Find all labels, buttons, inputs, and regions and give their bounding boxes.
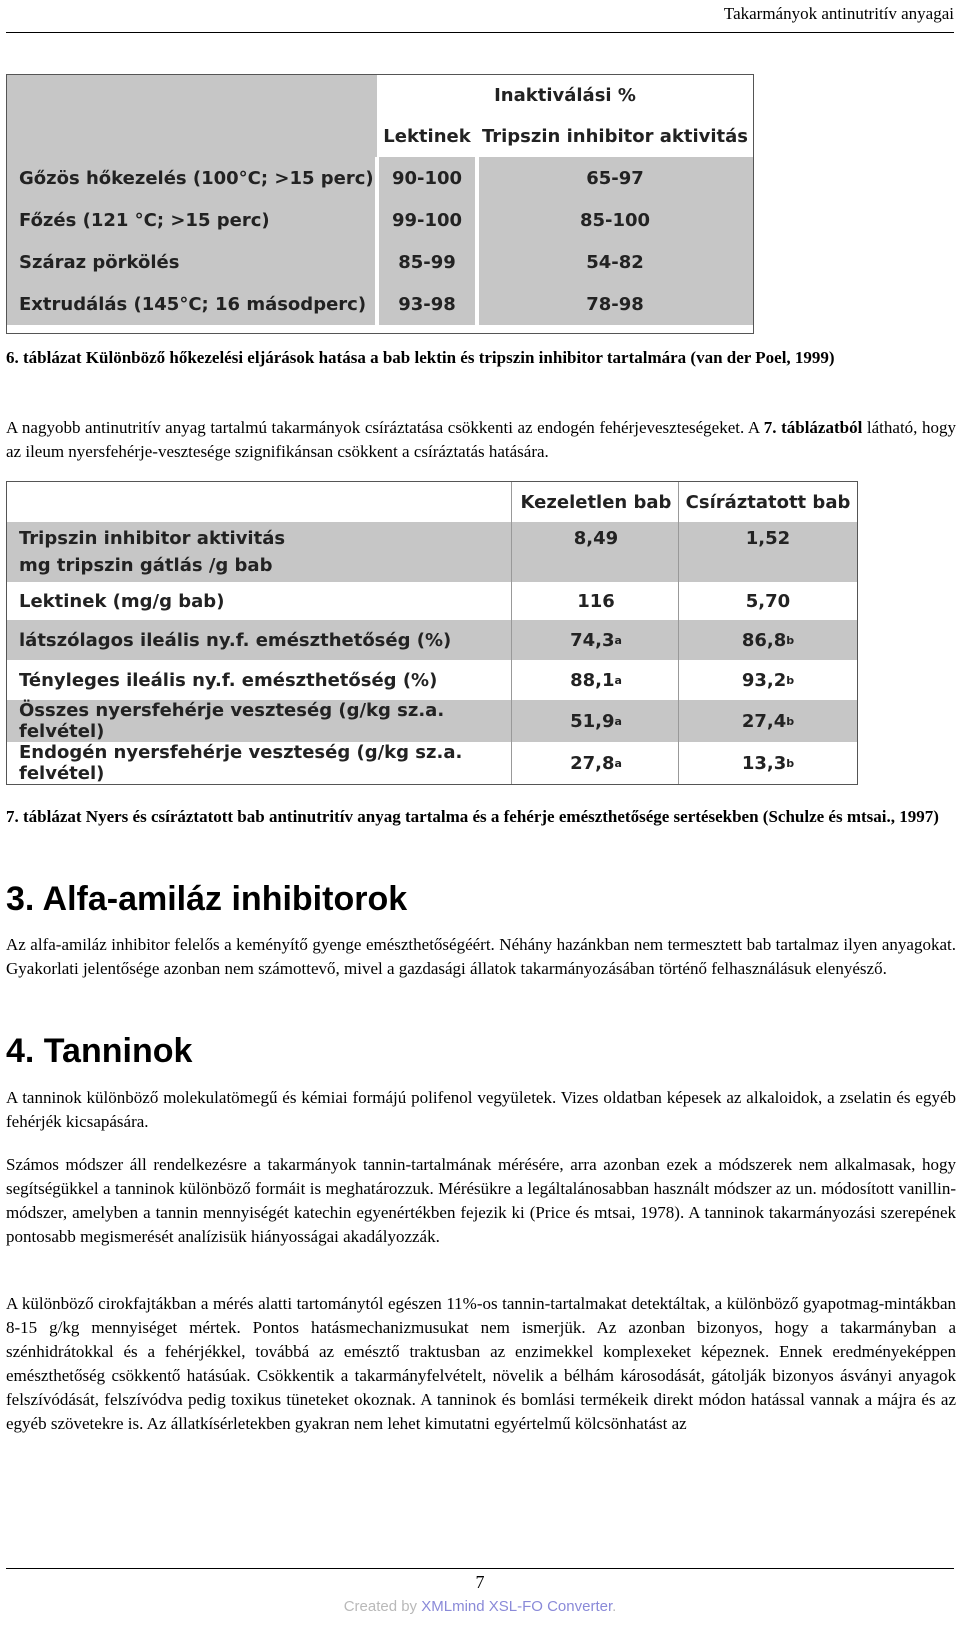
table7-row-label: Tényleges ileális ny.f. emészthetőség (%): [7, 660, 513, 700]
table7-superscript: a: [614, 633, 622, 647]
section4-paragraph-2: Számos módszer áll rendelkezésre a takarmányok tannin-tartalmának mérésére, arra azonban ezek a módszerek nem alkalmasak, hogy segítségükkel a tanninok különböző formáit is meghatározzuk. Mérésükre a legáltalánosabban használt módszer az un. módosított vanillin-módszer, amelyben a tannin mennyiségét katechin egyenértékben fejezik ki (Price és mtsai, 1978). A tanninok takarmányozási szerepének pontosabb megismerését analízisük hiányosságai akadályozzák.: [6, 1155, 956, 1246]
table7-cell: [679, 660, 857, 700]
table6-cell: 78-98: [477, 283, 753, 325]
table7-cell: [679, 620, 857, 660]
table7-cell: [513, 582, 679, 620]
table7-cell: [679, 522, 857, 582]
table7-superscript: a: [614, 714, 622, 728]
table7-superscript: a: [614, 756, 622, 770]
table6-cell: 90-100: [377, 157, 477, 199]
table7-value: 13,3: [741, 752, 787, 774]
table7-value: 5,70: [745, 590, 791, 612]
table7-cell: [513, 700, 679, 742]
table7-value: 88,1: [570, 669, 615, 691]
header-rule: [6, 32, 954, 33]
section4-paragraph-3: A különböző cirokfajtákban a mérés alatti tartománytól egészen 11%-os tannin-tartalmakat detektáltak, a különböző gyapotmag-mintákban 8-15 g/kg mennyiséget mértek. Pontos hatásmechanizmusukat nem ismerjük. Az azonban bizonyos, hogy a takarmányban a szénhidrátokkal és a fehérjékkel, továbbá az emésztő traktusban az enzimekkel komplexeket képeznek. Ennek eredményeképpen emészthetőség csökkentő hatásúak. Csökkentik a takarmányfelvételt, növelik a bélhám károsodását, gátolják bizonyos ásványi anyagok felszívódását, felszívódva pedig toxikus tüneteket okoznak. A tanninok és bomlási termékeik direkt módon hatással vannak a májra és az egyéb szövetekre is. Az állatkísérletekben gyakran nem lehet kimutatni egyértelmű kölcsönhatást az: [6, 1294, 956, 1433]
table6-group-header: Inaktiválási %: [377, 75, 753, 115]
table6-col-lektinek: Lektinek: [377, 115, 477, 157]
table6-cell: 65-97: [477, 157, 753, 199]
table6-cell: 99-100: [377, 199, 477, 241]
table7-value: 27,4: [741, 710, 787, 732]
table6-cell: 54-82: [477, 241, 753, 283]
table7-cell: [513, 522, 679, 582]
intro-text-before: A nagyobb antinutritív anyag tartalmú takarmányok csíráztatása csökkenti az endogén fehérjeveszteségeket. A: [6, 418, 764, 437]
table7-cell: [679, 742, 857, 784]
intro-text-after: látható, hogy az ileum nyersfehérje-vesztesége szignifikánsan csökkent a csíráztatás hatására.: [6, 418, 956, 461]
table6-divider: [375, 157, 379, 325]
table6-row-label: Száraz pörkölés: [7, 241, 377, 283]
page-header: [0, 0, 960, 32]
table7-superscript: a: [614, 673, 622, 687]
table7-value: 116: [577, 590, 615, 612]
converter-credit: [0, 1598, 960, 1615]
intro-table-ref: 7. táblázatból: [763, 418, 863, 437]
table6-divider: [475, 157, 479, 325]
table7-label-line1: Tripszin inhibitor aktivitás: [19, 528, 286, 549]
table7-row-label: Endogén nyersfehérje veszteség (g/kg sz.a. felvétel): [7, 742, 513, 784]
table6-cell: 85-100: [477, 199, 753, 241]
table7-superscript: b: [786, 673, 795, 687]
section4-paragraph-1: A tanninok különböző molekulatömegű és kémiai formájú polifenol vegyületek. Vizes oldatban képesek az alkaloidok, a zselatin és egyéb fehérjék kicsapására.: [6, 1088, 956, 1131]
table7-row-label: látszólagos ileális ny.f. emészthetőség (%): [7, 620, 513, 660]
table7-superscript: b: [786, 714, 795, 728]
table7-value: 27,8: [570, 752, 615, 774]
table7-cell: [679, 582, 857, 620]
header-title: Takarmányok antinutritív anyagai: [723, 4, 954, 23]
intro-paragraph: [6, 416, 956, 464]
table7-row-label: Összes nyersfehérje veszteség (g/kg sz.a. felvétel): [7, 700, 513, 742]
table7-divider: [511, 482, 512, 784]
footer-rule: [6, 1568, 954, 1569]
credit-brand-link[interactable]: XMLmind XSL-FO Converter: [421, 1598, 613, 1615]
table6-caption: 6. táblázat Különböző hőkezelési eljárások hatása a bab lektin és tripszin inhibitor tartalmára (van der Poel, 1999): [6, 348, 835, 367]
table7-value: 74,3: [570, 629, 615, 651]
table7-value: 51,9: [570, 710, 615, 732]
table7-value: 93,2: [741, 669, 787, 691]
credit-suffix: .: [612, 1598, 617, 1615]
table7-col-csiraztatott: Csíráztatott bab: [679, 482, 857, 522]
section3-paragraph: Az alfa-amiláz inhibitor felelős a keményítő gyenge emészthetőségéért. Néhány hazánkban nem termesztett bab tartalmaz ilyen anyagokat. Gyakorlati jelentősége azonban nem számottevő, mivel a gazdasági állatok takarmányozásában történő felhasználásuk elenyésző.: [6, 935, 956, 978]
table6-col-tripszin: Tripszin inhibitor aktivitás: [477, 115, 753, 157]
table6-row-label: Extrudálás (145°C; 16 másodperc): [7, 283, 377, 325]
table7-row-label: [7, 522, 513, 582]
table6-cell: 85-99: [377, 241, 477, 283]
table-7: [6, 481, 858, 785]
table7-corner: [7, 482, 513, 522]
table7-cell: [679, 700, 857, 742]
table6-corner: [7, 75, 377, 157]
section3-heading: 3. Alfa-amiláz inhibitorok: [6, 880, 408, 918]
table6-row-label: Gőzös hőkezelés (100°C; >15 perc): [7, 157, 377, 199]
table7-value: 86,8: [741, 629, 787, 651]
table6-cell: 93-98: [377, 283, 477, 325]
table7-cell: [513, 620, 679, 660]
table7-cell: [513, 742, 679, 784]
table7-row-label: Lektinek (mg/g bab): [7, 582, 513, 620]
credit-prefix: Created by: [343, 1598, 422, 1615]
table6-row-label: Főzés (121 °C; >15 perc): [7, 199, 377, 241]
table7-cell: [513, 660, 679, 700]
table7-value: 1,52: [745, 528, 791, 549]
table7-value: 8,49: [573, 528, 619, 549]
table7-caption: 7. táblázat Nyers és csíráztatott bab antinutritív anyag tartalma és a fehérje emészthetősége sertésekben (Schulze és mtsai., 1997): [6, 807, 939, 826]
table7-divider: [678, 482, 679, 784]
table7-superscript: b: [786, 756, 795, 770]
table7-superscript: b: [786, 633, 795, 647]
table7-col-kezeletlen: Kezeletlen bab: [513, 482, 679, 522]
page-number: 7: [475, 1572, 485, 1592]
table-6: [6, 74, 754, 334]
table7-label-line2: mg tripszin gátlás /g bab: [19, 555, 273, 576]
section4-heading: 4. Tanninok: [6, 1032, 193, 1070]
